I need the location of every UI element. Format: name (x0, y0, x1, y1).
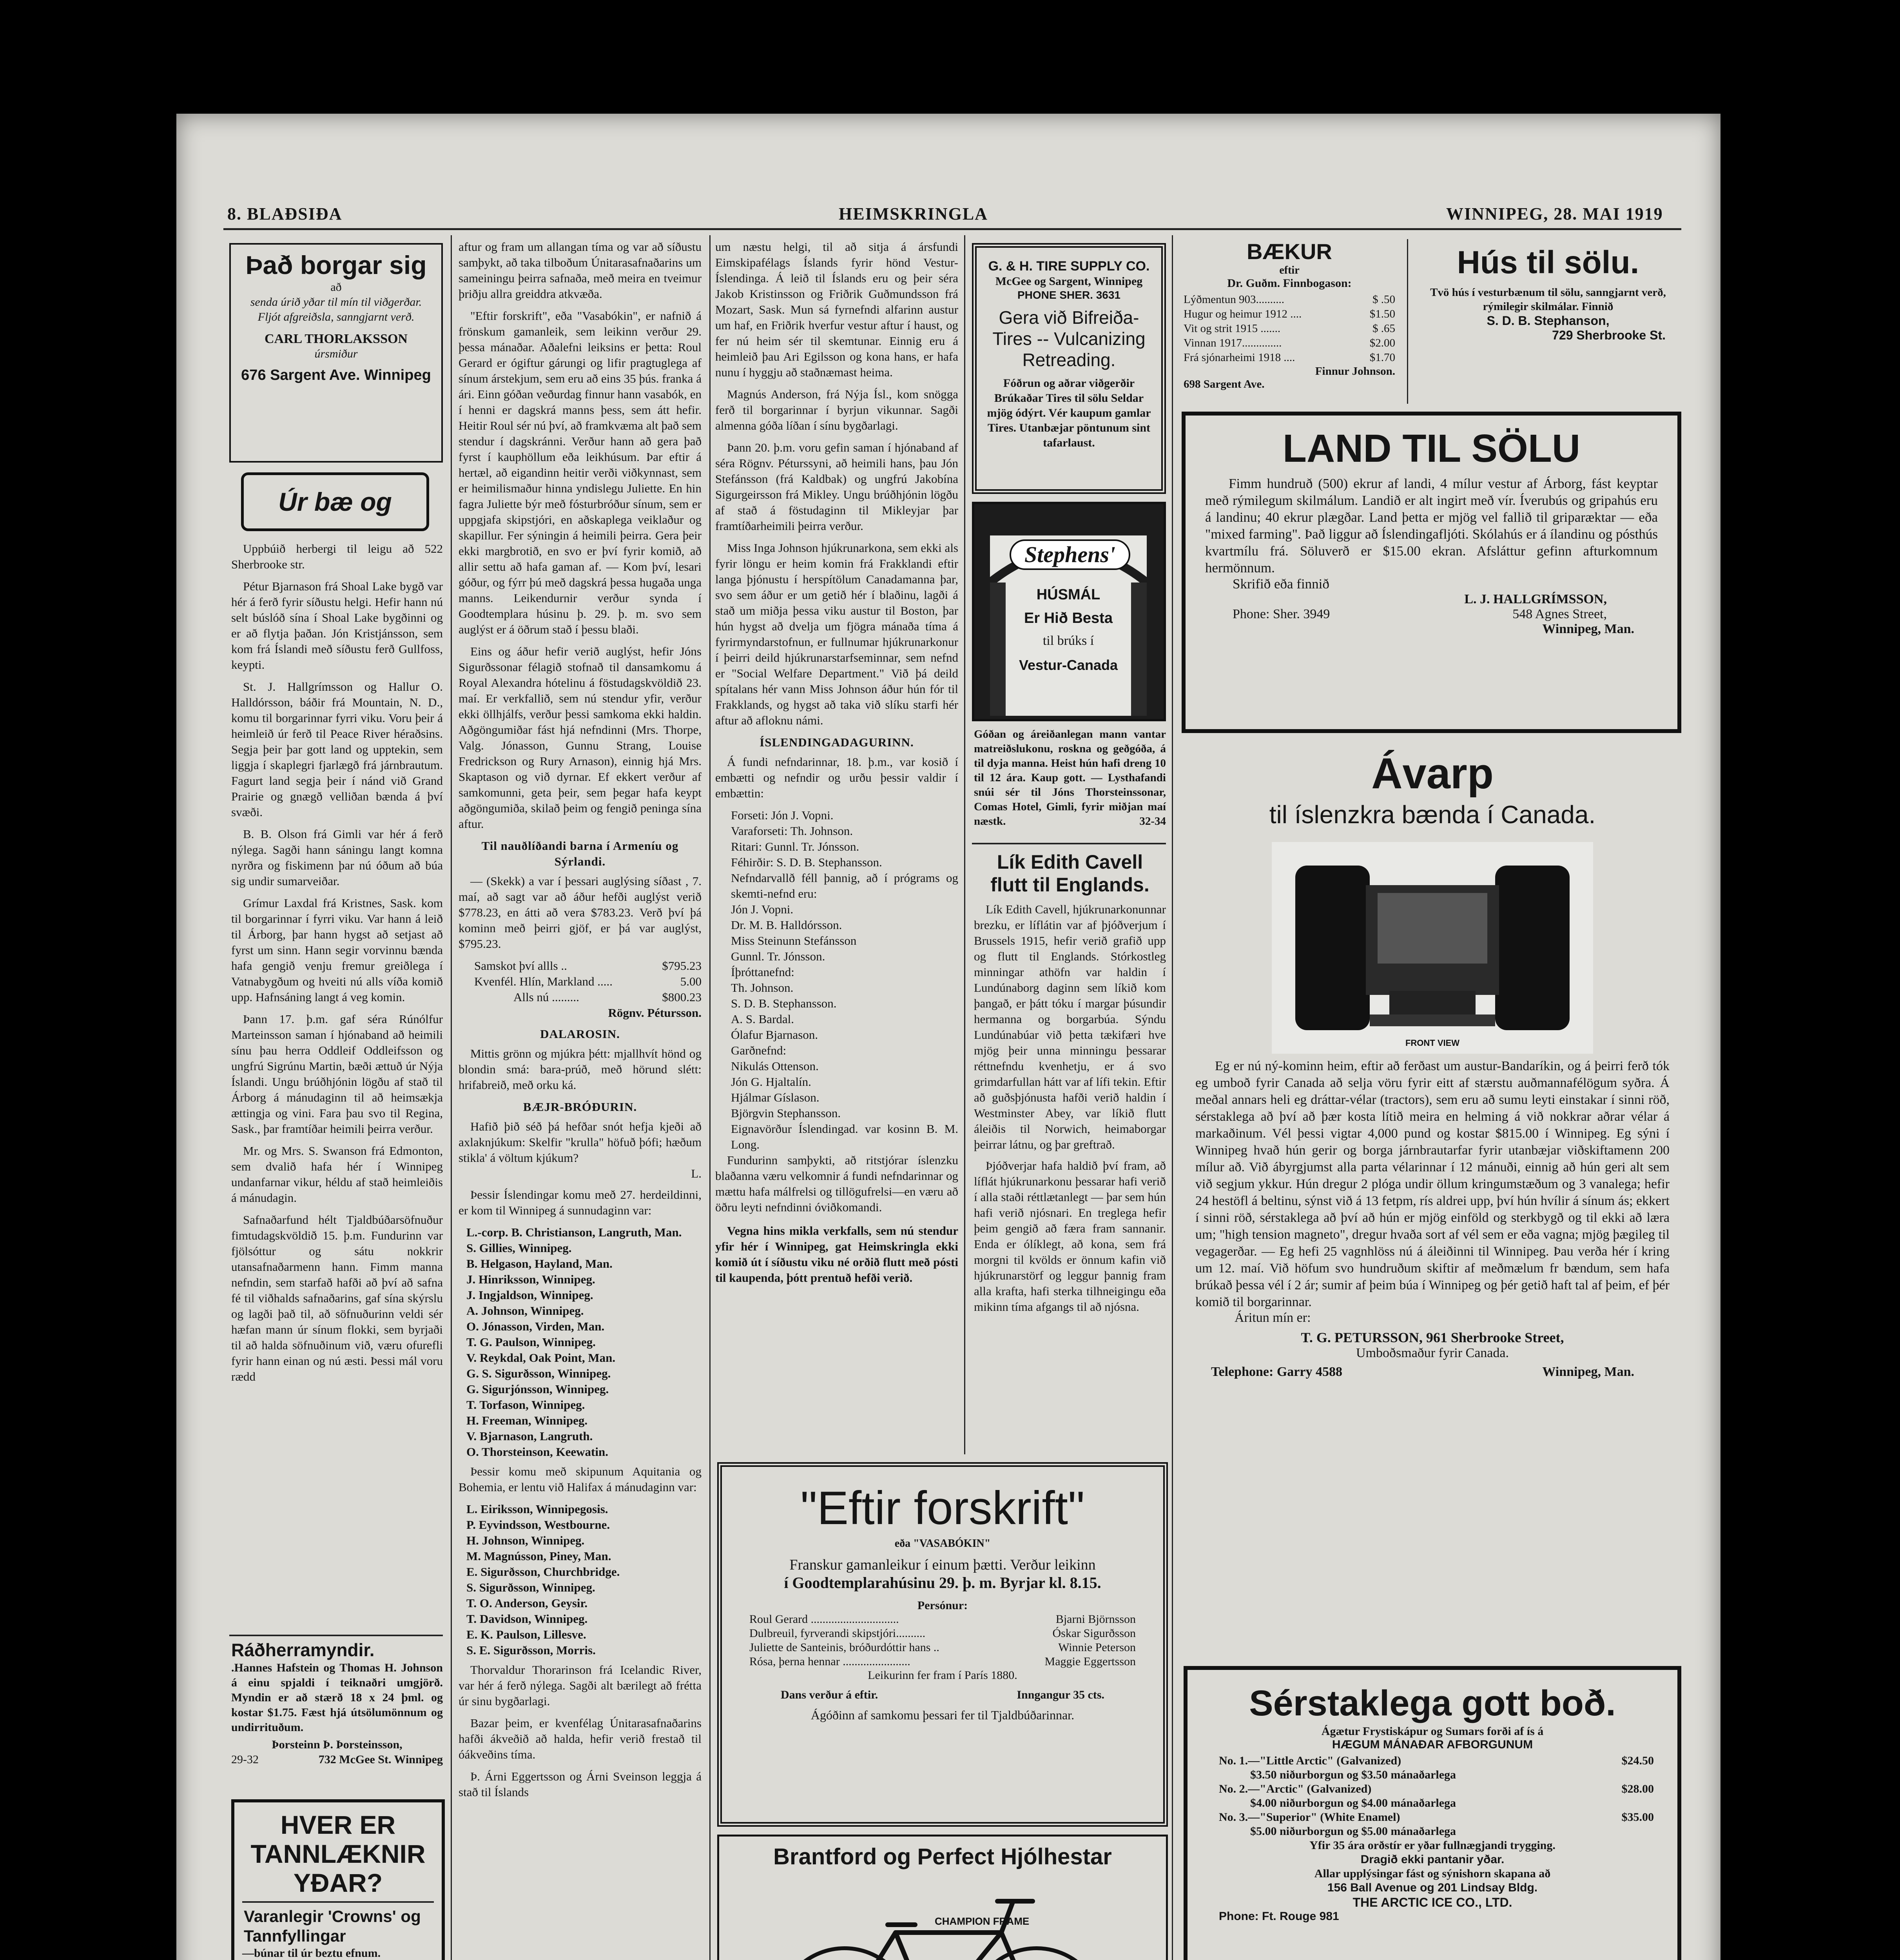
books-author: Dr. Guðm. Finnbogason: (1227, 277, 1352, 290)
tractor-address-label: Áritun mín er: (1235, 1310, 1311, 1325)
cavell-paragraph: Lík Edith Cavell, hjúkrunarkonunnar brezku, er líflátin var af þjóðverjum í Brussels 1915, hefir verið grafið upp og flutt til Englands. Stórkostleg minningar athöfn var haldin í Lundúnaborg daginn sem líkið kom þangað, er þátt tóku í margar þúsundir hermanna og borgarbúa. Sýndu Lundúnabúar við þetta tækifæri hve mjög þeir unna minningu þessarar réttnefndu kvenhetju, er á svo grimdarfullan hátt var af lífi tekin. Eftir að guðsþjónusta hafði verið haldin í Westminster Abey, var líkið flutt áleiðis til Norwich, heimaborgar þeirrar látnu, og þar greftrað. (974, 902, 1166, 1151)
column-three (715, 239, 958, 1450)
ice-item: No. 3.—"Superior" (White Enamel) (1219, 1811, 1400, 1824)
land-title: LAND TIL SÖLU (1282, 426, 1581, 470)
fund-line-label: Samskot því allls .. (474, 959, 567, 973)
festival-line: Hjálmar Gíslason. (731, 1091, 819, 1104)
play-cast (722, 1612, 1163, 1669)
bicycle-frame-label: CHAMPION FRAME (935, 1915, 1030, 1927)
bicycle-graphic (766, 1874, 1119, 1960)
help-wanted-code: 32-34 (1139, 815, 1166, 828)
book-title: Hugur og heimur 1912 .... (1184, 308, 1302, 320)
news-item: Þann 20. þ.m. voru gefin saman í hjónaband af séra Rögnv. Péturssyni, að heimili hans, þau Jón Stefánsson (frá Kaldbak) og ungfrú Jakobína Sigurgeirsson frá Mikley. Ungu brúðhjónin lögðu af stað á föstudaginn til Mikleyjar þar framtíðarheimili þeirra verður. (715, 441, 958, 533)
column-rule (1172, 235, 1173, 1960)
fund-line-label: Kvenfél. Hlín, Markland ..... (474, 975, 613, 988)
minister-pictures-ad (231, 1642, 443, 1767)
books-address: 698 Sargent Ave. (1184, 378, 1265, 390)
column-rule (964, 235, 965, 1454)
news-item: Miss Inga Johnson hjúkrunarkona, sem ekki als fyrir löngu er heim komin frá Frakklandi eftir langa þjónustu í herspítölum Canadamanna þar, svo sem áður er um getið hér í blaðinu, lagði á stað um miðja þessa viku austur til Boston, þar hún hygst að dvelja um fjögra mánaða tíma á fyrirmyndarstofnun, er fullnumar hjúkrunarkonur í þeirri deild hjúkrunarstarfseminnar, sem nefnd er "Social Welfare Department." Við þá deild spítalans hér vann Miss Johnson áður hún fór til Frakklands, og hygst að taka við slíku starfi hér aftur að afloknu námi. (715, 541, 958, 727)
poem-title: BÆJR-BRÓÐURIN. (523, 1100, 637, 1114)
watchmaker-line: að (330, 281, 342, 294)
tire-phone: PHONE SHER. 3631 (1017, 289, 1120, 301)
tractor-subtitle: til íslenzkra bænda í Canada. (1269, 800, 1596, 829)
cast-role: Juliette de Santeinis, bróðurdóttir hans .. (749, 1641, 939, 1654)
soldier-name: T. Torfason, Winnipeg. (466, 1398, 585, 1412)
ice-line4: Dragið ekki pantanir yðar. (1360, 1853, 1505, 1866)
watchmaker-headline: Það borgar sig (245, 250, 427, 279)
dentist-subtitle: Varanlegir 'Crowns' og Tannfyllingar (244, 1907, 421, 1945)
soldier-name: V. Bjarnason, Langruth. (466, 1429, 593, 1443)
stephens-line2: Er Hið Besta (1024, 610, 1113, 626)
ice-price: $35.00 (1621, 1811, 1654, 1824)
cavell-title-2: flutt til Englands. (990, 874, 1149, 896)
news-item: Thorvaldur Thorarinson frá Icelandic River, var hér á ferð nýlega. Sagði alt bærilegt að frétta úr sinu bygðarlagi. (459, 1663, 702, 1708)
local-news-item: Þann 17. þ.m. gaf séra Rúnólfur Marteinsson saman í hjónaband að heimili sínu þau herra Oddleif Oddleifsson og ungfrú Sigrúnu Martin, bæði ættuð úr Nýja Íslandi. Ungu brúðhjónin lögðu af stað til Árborg á mánudaginn til að heimsækja ættingja og vini. Fara þau svo til Regina, Sask., þar framtíðar heimili þeirra verður. (231, 1012, 443, 1136)
soldiers-intro-2: Þessir komu með skipunum Aquitania og Bohemia, er lentu við Halifax á mánudaginn var: (459, 1465, 702, 1494)
minister-ad-title: Ráðherramyndir. (231, 1640, 375, 1660)
festival-line: S. D. B. Stephansson. (731, 996, 837, 1010)
poem-title: DALAROSIN. (540, 1027, 620, 1041)
ice-line3: Yfir 35 ára orðstír er yðar fullnægjandi trygging. (1309, 1839, 1556, 1852)
news-item: aftur og fram um allangan tíma og var að síðustu samþykt, að taka tilboðum Únitarasafnaðarins um sameiningu þeirra safnaða, með meira en tveimur þriðju allra greiddra atkvæða. (459, 240, 702, 301)
soldier-name: O. Thorsteinson, Keewatin. (466, 1445, 608, 1459)
book-title: Vinnan 1917.............. (1184, 337, 1282, 349)
tractor-body: Eg er nú ný-kominn heim, eftir að ferðast um austur-Bandaríkin, og á þeirri ferð tók eg umboð fyrir Canada að selja vöru fyrir eitt af stærstu auðmannafélögum syðra. Á meðal annars heli eg dráttar-vélar (tractors), sem eru að sumu leyti einstakar í sinni röð, sérstaklega að því að þær kosta lítið meira en helming á við nokkrar aðrar vélar á markaðinum. Vél þessi vigtar 4,000 pund og kostar $815.00 í Winnipeg. Eg sýni í Winnipeg hvað hún gerir og borga járnbrautarfar fyrir utanbæjar viðskiftamenn 200 mílur að. Við ábyrgjumst alla parta vélarinnar í 12 mánuði, einnig að hún geri alt sem við segjum ykkur. Hún dregur 2 plóga undir öllum kringumstæðum og 3 vanalega; hefir 24 hestöfl á beltinu, sýnst við á 13 fetpm, rís aldrei upp, því hún hvílir á sínum ás; ekkert í sinni röð, sérstaklega að því að hún er mjög einföld og sterkbygð og til ekki að læra um; "high tension magneto", dregur hvaða sort af vél sem er eða vagna; mjög þægileg til vegagerðar. — Eg hefi 25 vagnhlöss nú á áleiðinni til Winnipeg. Þau verða hér í kring um 12. maí. Við höfum svo hundruðum skiftir af meðmælum fr bændum, sem hafa brúkað þessa vél í 2 ár; sumir af þeim búa í Winnipeg og þér getið haft tal af þeim, ef þér komið til borgarinnar. (1195, 1059, 1670, 1309)
soldier-name: J. Hinriksson, Winnipeg. (466, 1272, 595, 1286)
book-title: Frá sjónarheimi 1918 .... (1184, 351, 1295, 364)
tractor-agent: T. G. PETURSSON, 961 Sherbrooke Street, (1301, 1330, 1564, 1345)
armenia-fund-title: Til nauðlíðandi barna í Armeníu og Sýrlandi. (481, 839, 679, 868)
soldier-name: S. Gillies, Winnipeg. (466, 1241, 572, 1255)
watchmaker-trade: úrsmiður (314, 347, 358, 360)
house-owner: S. D. B. Stephanson, (1487, 314, 1610, 328)
festival-body: Á fundi nefndarinnar, 18. þ.m., var kosið í embætti og nefndir og urðu þessir valdir í embættin: (715, 755, 958, 800)
watchmaker-name: CARL THORLAKSSON (265, 332, 408, 346)
cast-role: Dulbreuil, fyrverandi skipstjóri.......... (749, 1627, 926, 1640)
play-title: "Eftir forskrift" (800, 1482, 1085, 1534)
ad-rule (229, 1635, 443, 1636)
soldier-name: S. Sigurðsson, Winnipeg. (466, 1581, 595, 1594)
land-city: Winnipeg, Man. (1542, 622, 1634, 636)
ice-item: No. 1.—"Little Arctic" (Galvanized) (1219, 1754, 1401, 1767)
festival-line: Gunnl. Tr. Jónsson. (731, 949, 825, 963)
festival-line: Jón G. Hjaltalín. (731, 1075, 811, 1089)
festival-line: Björgvin Stephansson. (731, 1106, 841, 1120)
tire-address: McGee og Sargent, Winnipeg (995, 275, 1143, 288)
play-line1: Franskur gamanleikur í einum þætti. Verður leikinn (789, 1557, 1096, 1573)
news-item: "Eftir forskrift", eða "Vasabókin", er nafnið á frönskum gamanleik, sem leikinn verður 29. þessa mánaðar. Aðalefni leiksins er þetta: Roul Gerard er ógiftur gárungi og lifir pragtuglega af sínum árstekjum, sem eru að eins 35 þús. franka á ári. Einn góðan veðurdag finnur hann vasabók, en í henni er dagskrá manns þess, sem átt hefir. Heitir Roul sér nú því, að framkvæma alt það sem stendur í dagskránni. Verður hann að gera það fyrst í kauphöllum eða leikhúsum. Þar eftir á hertæl, að eigandinn heitir verði viðkynnast, sem er heimilismaður hinna yndislegu Juliette. En hin fagra Juliette býr með fósturbróður sínum, sem er uppgjafa skipstjóri, en aðskaplega veiklaður og skapillur. Fer sýningin á heimili þeirra. Gera þeir ekki margbrotið, en svo er því fyrir komið, að allir settu að hafa gaman af. — Kom því, lesari góður, og fýrr þú með dagskrá þessa hugaða unga manns. Leikendurnir verður synda í Goodtemplara húsinu þ. 29. þ. m. svo sem auglýst er á öðrum stað í þessu blaði. (459, 309, 702, 636)
minister-ad-body: .Hannes Hafstein og Thomas H. Johnson á einu spjaldi í teiknaðri umgjörð. Myndin er að stærð 18 x 24 þml. og kostar $1.75. Fæst hjá útsölumönnum og undirrituðum. (231, 1661, 443, 1734)
tractor-title: Ávarp (1371, 750, 1494, 798)
tractor-ad (1184, 749, 1681, 1658)
soldier-name: P. Eyvindsson, Westbourne. (466, 1518, 610, 1532)
minister-ad-code: 29-32 (231, 1753, 259, 1766)
ice-line2: HÆGUM MÁNAÐAR AFBORGUNUM (1332, 1738, 1533, 1751)
cast-actor: Bjarni Björnsson (1055, 1613, 1136, 1626)
ice-line5: Allar upplýsingar fást og sýnishorn skapana að (1314, 1867, 1551, 1880)
fund-signature: Rögnv. Pétursson. (608, 1006, 702, 1020)
strike-notice: Vegna hins mikla verkfalls, sem nú stendur yfir hér í Winnipeg, gat Heimskringla ekki komið út í síðustu viku né orðið flutt með pósti til kaupenda, þótt prentuð hefði verið. (715, 1224, 958, 1285)
house-ad (1415, 239, 1681, 404)
local-news-item: St. J. Hallgrímsson og Hallur O. Halldórsson, báðir frá Mountain, N. D., komu til borgarinnar fyrri viku. Voru þeir á heimleið úr ferð til Peace River héraðsins. Segja þeir þar gott land og upptekin, sem liggja í skaplegri fjarlægð frá járnbrautum. Fagurt land segja þeir í nánd við Grand Prairie og gnægð velliðan bænda á því svæði. (231, 680, 443, 819)
festival-tail: Fundurinn samþykti, að ritstjórar íslenzku blaðanna væru velkomnir á fundi nefndarinnar og mættu hafa málfrelsi og tillögufrelsi—en væru að öðru leyti nefndinni óviðkomandi. (715, 1153, 958, 1214)
tractor-city: Winnipeg, Man. (1542, 1365, 1634, 1379)
tractor-agent-role: Umboðsmaður fyrir Canada. (1356, 1346, 1509, 1360)
dentist-title-2: TANNLÆKNIR (250, 1839, 426, 1868)
book-price: $ .50 (1372, 293, 1395, 306)
tire-footer: Fóðrun og aðrar viðgerðir Brúkaðar Tires til sölu Seldar mjög ódýrt. Vér kaupum gamlar Tires. Utanbæjar pöntunum sint tafarlaust. (987, 377, 1151, 449)
book-price: $1.70 (1369, 351, 1395, 364)
house-title: Hús til sölu. (1457, 245, 1639, 280)
cavell-paragraph: Þjóðverjar hafa haldið því fram, að líflát hjúkrunarkonu þessarar hafi verið í alla staði réttlætanlegt — þar sem hún hafi verið njósnari. En treglega hefir þeim gengið að færa fram sannanir. Enda er ólíklegt, að kona, sem frá morgni til kvölds er önnum kafin við hjúkrunarstörf og leggur þannig fram alla krafta, hafi sterka tilhneigingu eða mikinn tíma afgangs til að njósna. (974, 1159, 1166, 1314)
watchmaker-ad (229, 243, 443, 463)
cast-actor: Maggie Eggertsson (1044, 1655, 1136, 1668)
column-rule (1407, 239, 1408, 404)
soldier-list-2 (459, 1501, 702, 1658)
play-proceeds: Ágóðinn af samkomu þessari fer til Tjaldbúðarinnar. (810, 1708, 1075, 1722)
section-title-box (241, 472, 429, 531)
ice-terms: $5.00 niðurborgun og $5.00 mánaðarlega (1250, 1825, 1456, 1838)
poem-body: Hafið þið séð þá hefðar snót hefja kjeði að axlaknjúkum: Skelfir "krulla" höfuð þófi; hæðum stikla' á völtum kjúkum? (459, 1120, 702, 1165)
festival-line: Forseti: Jón J. Vopni. (731, 808, 834, 822)
book-price: $1.50 (1369, 308, 1395, 320)
stephens-line1: HÚSMÁL (1036, 586, 1100, 603)
soldier-name: E. K. Paulson, Lillesve. (466, 1628, 586, 1641)
play-fee: Inngangur 35 cts. (1017, 1688, 1104, 1701)
column-rule (451, 235, 452, 1960)
local-news-item: Grímur Laxdal frá Kristnes, Sask. kom til borgarinnar í fyrri viku. Var hann á leið til Árborg, þar hann hygst að setjast að fyrst um sinn. Hann segir vorvinnu bænda hafa gengið venju fremur greiðlega í Vatnabygðum og hveiti nú alls víða komið upp. Hafnsáning langt á veg komin. (231, 896, 443, 1004)
bicycle-title: Brantford og Perfect Hjólhestar (773, 1844, 1112, 1869)
news-item: um næstu helgi, til að sitja á ársfundi Eimskipafélags Íslands fyrir hönd Vestur-Íslendinga. Á leið til Íslands eru og þeir séra Jakob Kristinsson og Friðrik Guðmundsson frá Mozart, Sask. Mun sá fyrnefndi alfarinn austur um haf, en Friðrik hverfur vestur aftur í haust, og fer nú heim sér til skemtunar. Einnig eru á heimleið þau Ari Egilsson og kona hans, er hafa nunu í hyggju að staðnæmast heima. (715, 240, 958, 379)
ice-terms: $4.00 niðurborgun og $4.00 mánaðarlega (1250, 1797, 1456, 1809)
house-address: 729 Sherbrooke St. (1552, 328, 1666, 342)
minister-ad-sign: Þorsteinn Þ. Þorsteinsson, (272, 1738, 402, 1751)
local-news-item: B. B. Olson frá Gimli var hér á ferð nýlega. Sagði hann sáningu langt komna nyrðra og fiskimenn þar nú óðum að búa sig undir sumarveiðar. (231, 827, 443, 888)
newspaper-title: HEIMSKRINGLA (839, 204, 988, 223)
soldier-name: S. E. Sigurðsson, Morris. (466, 1643, 596, 1657)
minister-ad-address: 732 McGee St. Winnipeg (318, 1753, 443, 1766)
ice-line6: 156 Ball Avenue og 201 Lindsay Bldg. (1327, 1881, 1538, 1894)
festival-line: Eignavörður Íslendingad. var kosinn B. M. Long. (731, 1122, 958, 1151)
bicycle-ad (717, 1835, 1168, 1960)
help-wanted-body: Góðan og áreiðanlegan mann vantar matreiðslukonu, roskna og geðgóða, á til dyja manna. Heist hún hafi dreng 10 til 12 ára. Kaup gott. — Lysthafandi snúi sér til Jóns Thorsteinssonar, Comas Hotel, Gimli, fyrir miðjan maí næstk. (974, 728, 1166, 828)
column-rule (709, 235, 711, 1960)
festival-line: Féhirðir: S. D. B. Stephansson. (731, 855, 882, 869)
soldier-name: J. Ingjaldson, Winnipeg. (466, 1288, 593, 1302)
soldier-name: B. Helgason, Hayland, Man. (466, 1257, 613, 1270)
tractor-image (1272, 842, 1593, 1054)
tractor-image-caption: FRONT VIEW (1405, 1038, 1460, 1048)
festival-line: Íþróttanefnd: (731, 965, 794, 979)
fund-line-amount: 5.00 (680, 975, 702, 988)
land-write: Skrifið eða finnið (1233, 576, 1329, 592)
play-line2: í Goodtemplarahúsinu 29. þ. m. Byrjar kl. 8.15. (784, 1574, 1101, 1592)
ice-terms: $3.50 niðurborgun og $3.50 mánaðarlega (1250, 1768, 1456, 1781)
ice-phone: Phone: Ft. Rouge 981 (1219, 1910, 1339, 1923)
book-price: $ .65 (1372, 322, 1395, 335)
play-setting: Leikurinn fer fram í París 1880. (868, 1669, 1017, 1682)
ice-line1: Ágætur Frystiskápur og Sumars forði af ís á (1321, 1725, 1544, 1738)
dentist-title-1: HVER ER (280, 1810, 396, 1839)
soldier-name: T. G. Paulson, Winnipeg. (466, 1335, 596, 1349)
soldier-name: M. Magnússon, Piney, Man. (466, 1549, 611, 1563)
dentist-ad (231, 1799, 445, 1960)
fund-line-label: Alls nú ......... (513, 990, 579, 1004)
column-two (459, 239, 702, 1960)
soldier-name: H. Johnson, Winnipeg. (466, 1534, 585, 1547)
play-ad (717, 1462, 1168, 1827)
books-title: BÆKUR (1247, 239, 1332, 264)
local-news-item: Pétur Bjarnason frá Shoal Lake bygð var hér á ferð fyrir síðustu helgi. Hefir hann nú selt búslóð sína í Shoal Lake bygðinni og er að flytja þaðan. Jón Kristjánsson, sem kom frá Íslandi með síðustu ferð Gullfoss, keypti. (231, 579, 443, 671)
festival-line: Nefndarvallð féll þannig, að í prógrams og skemti-nefnd eru: (731, 871, 958, 900)
festival-line: Miss Steinunn Stefánsson (731, 934, 857, 947)
festival-line: Dr. M. B. Halldórsson. (731, 918, 842, 932)
land-sale-ad (1182, 412, 1681, 733)
issue-date: WINNIPEG, 28. MAI 1919 (1446, 204, 1663, 223)
ice-title: Sérstaklega gott boð. (1249, 1683, 1616, 1723)
soldier-name: G. Sigurjónsson, Winnipeg. (466, 1382, 609, 1396)
ice-price: $28.00 (1621, 1782, 1654, 1795)
house-body: Tvö hús í vesturbænum til sölu, sanngjarnt verð, rýmilegir skilmálar. Finnið (1430, 286, 1666, 313)
ad-rule (972, 843, 1166, 844)
book-title: Vit og strit 1915 ....... (1184, 322, 1281, 335)
tire-company: G. & H. TIRE SUPPLY CO. (988, 259, 1150, 274)
section-title: Úr bæ og (278, 487, 392, 516)
soldier-name: T. O. Anderson, Geysir. (466, 1596, 588, 1610)
soldiers-intro: Þessir Íslendingar komu með 27. herdeildinni, er kom til Winnipeg á sunnudaginn var: (459, 1188, 702, 1217)
cast-role: Rósa, þerna hennar ....................... (749, 1655, 910, 1668)
festival-line: A. S. Bardal. (731, 1012, 794, 1026)
soldier-name: T. Davidson, Winnipeg. (466, 1612, 588, 1626)
land-contact-name: L. J. HALLGRÍMSSON, (1464, 592, 1607, 606)
books-ad (1180, 239, 1399, 412)
cast-role: Roul Gerard .............................. (749, 1613, 899, 1626)
stephens-line4: Vestur-Canada (1019, 657, 1118, 673)
book-price: $2.00 (1369, 337, 1395, 349)
land-body: Fimm hundruð (500) ekrur af landi, 4 mílur vestur af Árborg, fást keyptar með rýmilegum skilmálum. Landið er alt ingirt með vír. Íverubús og gripahús eru á landinu; 40 ekrur plægðar. Land þetta er mjög vel fallið til griparæktar — eða "mixed farming". Það liggur að Íslendingafljóti. Skólahús er á ílandinu og pósthús kvartmílu frá. Söluverð er $15.00 ekran. Afsláttur gefinn afturkomnum hermönnum. (1205, 476, 1658, 575)
local-news-column (231, 541, 443, 1631)
books-by: eftir (1279, 264, 1300, 276)
soldier-name: A. Johnson, Winnipeg. (466, 1304, 584, 1318)
festival-line: Ólafur Bjarnason. (731, 1028, 818, 1042)
cavell-title-1: Lík Edith Cavell (997, 851, 1143, 873)
festival-line: Ritari: Gunnl. Tr. Jónsson. (731, 840, 859, 853)
soldier-list (459, 1225, 702, 1460)
watchmaker-body: senda úrið yðar til mín til viðgerðar. Fljót afgreiðsla, sanngjarnt verð. (250, 296, 422, 323)
cast-actor: Winnie Peterson (1058, 1641, 1136, 1654)
local-news-item: Uppbúið herbergi til leigu að 522 Sherbrooke str. (231, 542, 443, 571)
land-address: 548 Agnes Street, (1512, 607, 1607, 621)
festival-line: Nikulás Ottenson. (731, 1059, 819, 1073)
poem-signature: L. (691, 1167, 702, 1180)
soldier-name: V. Reykdal, Oak Point, Man. (466, 1351, 616, 1365)
soldier-name: H. Freeman, Winnipeg. (466, 1414, 588, 1427)
poem-body: Mittis grönn og mjúkra þétt: mjallhvít hönd og blondin smá: bara-prúð, með hörund slétt: hrifabreið, með orku ká. (459, 1047, 702, 1092)
watchmaker-address: 676 Sargent Ave. Winnipeg (241, 367, 431, 383)
news-item: Bazar þeim, er kvenfélag Únitarasafnaðarins hafði ákveðið að halda, hefir verið frestað til óákveðins tíma. (459, 1716, 702, 1761)
soldier-name: O. Jónasson, Virden, Man. (466, 1319, 605, 1333)
news-item: Þ. Árni Eggertsson og Árni Sveinson leggja á stað til Íslands (459, 1769, 702, 1799)
book-title: Lýðmentun 903.......... (1184, 293, 1284, 306)
land-phone: Phone: Sher. 3949 (1233, 607, 1330, 621)
festival-title: ÍSLENDINGADAGURINN. (760, 735, 914, 749)
masthead-rule (223, 228, 1681, 230)
cavell-article (974, 851, 1166, 1450)
armenia-fund-body: — (Skekk) a var í þessari auglýsing síðast , 7. maí, að sagt var að áður hefði auglýst verið $778.23, en átti að vera $783.23. Verð því þá kominn með þeirri gjöf, er þá var auglýst, $795.23. (459, 874, 702, 951)
play-alt-title: eða "VASABÓKIN" (894, 1537, 991, 1550)
ice-item: No. 2.—"Arctic" (Galvanized) (1219, 1782, 1372, 1795)
stephens-line3: til brúks í (1042, 633, 1094, 648)
play-persons-label: Persónur: (917, 1599, 968, 1612)
ice-company: THE ARCTIC ICE CO., LTD. (1352, 1895, 1512, 1909)
local-news-item: Mr. og Mrs. S. Swanson frá Edmonton, sem dvalið hafa hér í Winnipeg undanfarnar vikur, héldu af stað heimleiðis á mánudagin. (231, 1144, 443, 1205)
books-seller: Finnur Johnson. (1315, 365, 1395, 377)
festival-line: Varaforseti: Th. Johnson. (731, 824, 853, 838)
newspaper-page (176, 114, 1721, 1960)
news-item: Eins og áður hefir verið auglýst, hefir Jóns Sigurðssonar félagið stofnað til dansamkomu á Royal Alexandra hótelinu á föstudagskvöldið 23. maí. Er verkfallið, sem nú stendur yfir, verður ekki öllhjálfs, verður þessi samkoma ekki haldin. Aðgöngumiðar fást hjá nefndinni (Mrs. Thorpe, Valg. Jónasson, Gunnu Strang, Louise Fredrickson og Rury Arnason), einnig hjá Mrs. Skaptason og við dyrnar. Ef ekkert verður af samkomunni, geta þeir, sem þegar hafa keypt aðgöngumiða, skilað þeim og fengið peninga sína aftur. (459, 644, 702, 831)
play-dance: Dans verður á eftir. (781, 1688, 878, 1701)
soldier-name: L. Eiriksson, Winnipegosis. (466, 1502, 608, 1516)
help-wanted-ad (974, 727, 1166, 829)
stephens-ad (972, 502, 1166, 721)
tire-services: Gera við Bifreiða-Tires -- Vulcanizing Retreading. (992, 307, 1146, 370)
fund-line-amount: $795.23 (662, 959, 702, 973)
soldier-name: G. S. Sigurðsson, Winnipeg. (466, 1367, 611, 1380)
page-number: 8. BLAÐSIÐA (227, 204, 343, 223)
stephens-brand: Stephens' (1010, 539, 1130, 570)
dentist-rule (242, 1901, 434, 1903)
ice-co-ad (1184, 1666, 1681, 1960)
tractor-phone: Telephone: Garry 4588 (1211, 1365, 1342, 1379)
festival-line: Jón J. Vopni. (731, 902, 794, 916)
soldier-name: L.-corp. B. Christianson, Langruth, Man. (466, 1225, 682, 1239)
cast-actor: Óskar Sigurðsson (1052, 1627, 1136, 1640)
news-item: Magnús Anderson, frá Nýja Ísl., kom snögga ferð til borgarinnar í byrjun vikunnar. Sagði almenna góða líðan í sínu bygðarlagi. (715, 387, 958, 432)
fund-line-amount: $800.23 (662, 990, 702, 1004)
ice-price: $24.50 (1621, 1754, 1654, 1767)
festival-list (715, 808, 958, 1152)
local-news-item: Safnaðarfund hélt Tjaldbúðarsöfnuður fimtudagskvöldið 15. þ.m. Fundurinn var fjölsóttur og sátu nokkrir utansafnaðarmenn hann. Fimm manna nefndin, sem starfað hafði að því að safna fé til viðhalds safnaðarins, gaf sína skýrslu og lagði það til, að söfnuðurinn veldi sér hæfan mann úr sínum flokki, sem byrjaði til að halda söfnuðinum við, væru ofurefli fyrir hann einan og nú æsti. Þessi mál voru rædd (231, 1213, 443, 1383)
festival-line: Th. Johnson. (731, 981, 794, 995)
dentist-title-3: YÐAR? (293, 1868, 383, 1897)
festival-line: Garðnefnd: (731, 1044, 787, 1057)
tire-supply-ad (972, 243, 1166, 494)
soldier-name: E. Sigurðsson, Churchbridge. (466, 1565, 620, 1579)
dentist-bullets: —búnar til úr beztu efnum. (242, 1947, 381, 1960)
